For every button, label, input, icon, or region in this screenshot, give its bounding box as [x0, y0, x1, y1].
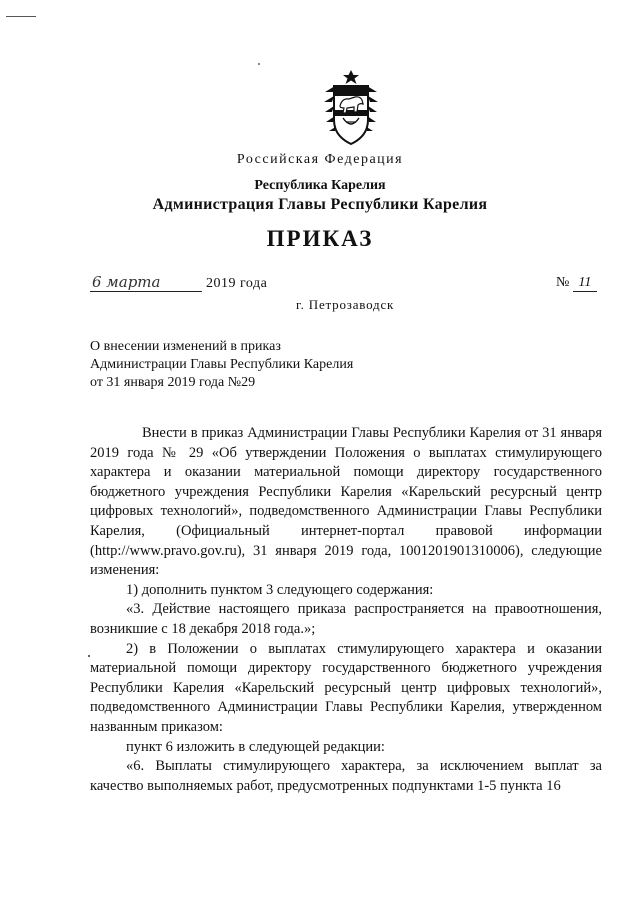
body-paragraph-item2: 2) в Положении о выплатах стимулирующего характера и оказании материальной помощи директору государственного бюджетного учреждения Республики Карелия «Карельский ресурсный центр цифровых технологий», подведомственного Администрации Главы Республики Карелия, утвержденном названным приказом:: [90, 640, 602, 735]
document-type-title: ПРИКАЗ: [266, 226, 374, 251]
document-number: [556, 274, 597, 292]
document-subject: [90, 338, 353, 392]
administration-name: Администрация Главы Республики Карелия: [152, 196, 488, 213]
body-paragraph-item1-quote: «3. Действие настоящего приказа распространяется на правоотношения, возникшие с 18 декабря 2018 года.»;: [90, 601, 602, 637]
body-paragraph-preamble: Внести в приказ Администрации Главы Республики Карелия от 31 января 2019 года № 29 «Об утверждении Положения о выплатах стимулирующего характера и оказании материальной помощи директору государственного бюджетного учреждения Республики Карелия «Карельский ресурсный центр цифровых технологий», подведомственного Администрации Главы Республики Карелия, (Официальный интернет-портал правовой информации (http://www.pravo.gov.ru), 31 января 2019 года, 1001201901310006), следующие изменения:: [90, 425, 602, 579]
document-body: [90, 424, 602, 796]
handwritten-number: 11: [573, 274, 597, 292]
body-paragraph-item2-quote: «6. Выплаты стимулирующего характера, за исключением выплат за качество выполняемых работ, предусмотренных подпунктами 1-5 пункта 16: [90, 758, 602, 794]
scan-artifact-dot: [258, 63, 260, 65]
subject-line: О внесении изменений в приказ: [90, 339, 281, 354]
subject-line: Администрации Главы Республики Карелия: [90, 357, 354, 372]
date-year: 2019 года: [206, 276, 268, 291]
body-paragraph-item2-point: пункт 6 изложить в следующей редакции:: [126, 738, 385, 755]
number-label: №: [556, 275, 570, 290]
city-name: г. Петрозаводск: [296, 297, 395, 312]
handwritten-date: 6 марта: [90, 274, 202, 292]
subject-line: от 31 января 2019 года №29: [90, 375, 256, 390]
scan-artifact-line: [6, 16, 36, 17]
karelia-coat-of-arms-icon: [322, 70, 380, 146]
country-name: Российская Федерация: [236, 152, 404, 167]
body-paragraph-item1: 1) дополнить пунктом 3 следующего содержания:: [126, 581, 434, 598]
document-date: [90, 274, 267, 292]
republic-name: Республика Карелия: [254, 178, 386, 193]
